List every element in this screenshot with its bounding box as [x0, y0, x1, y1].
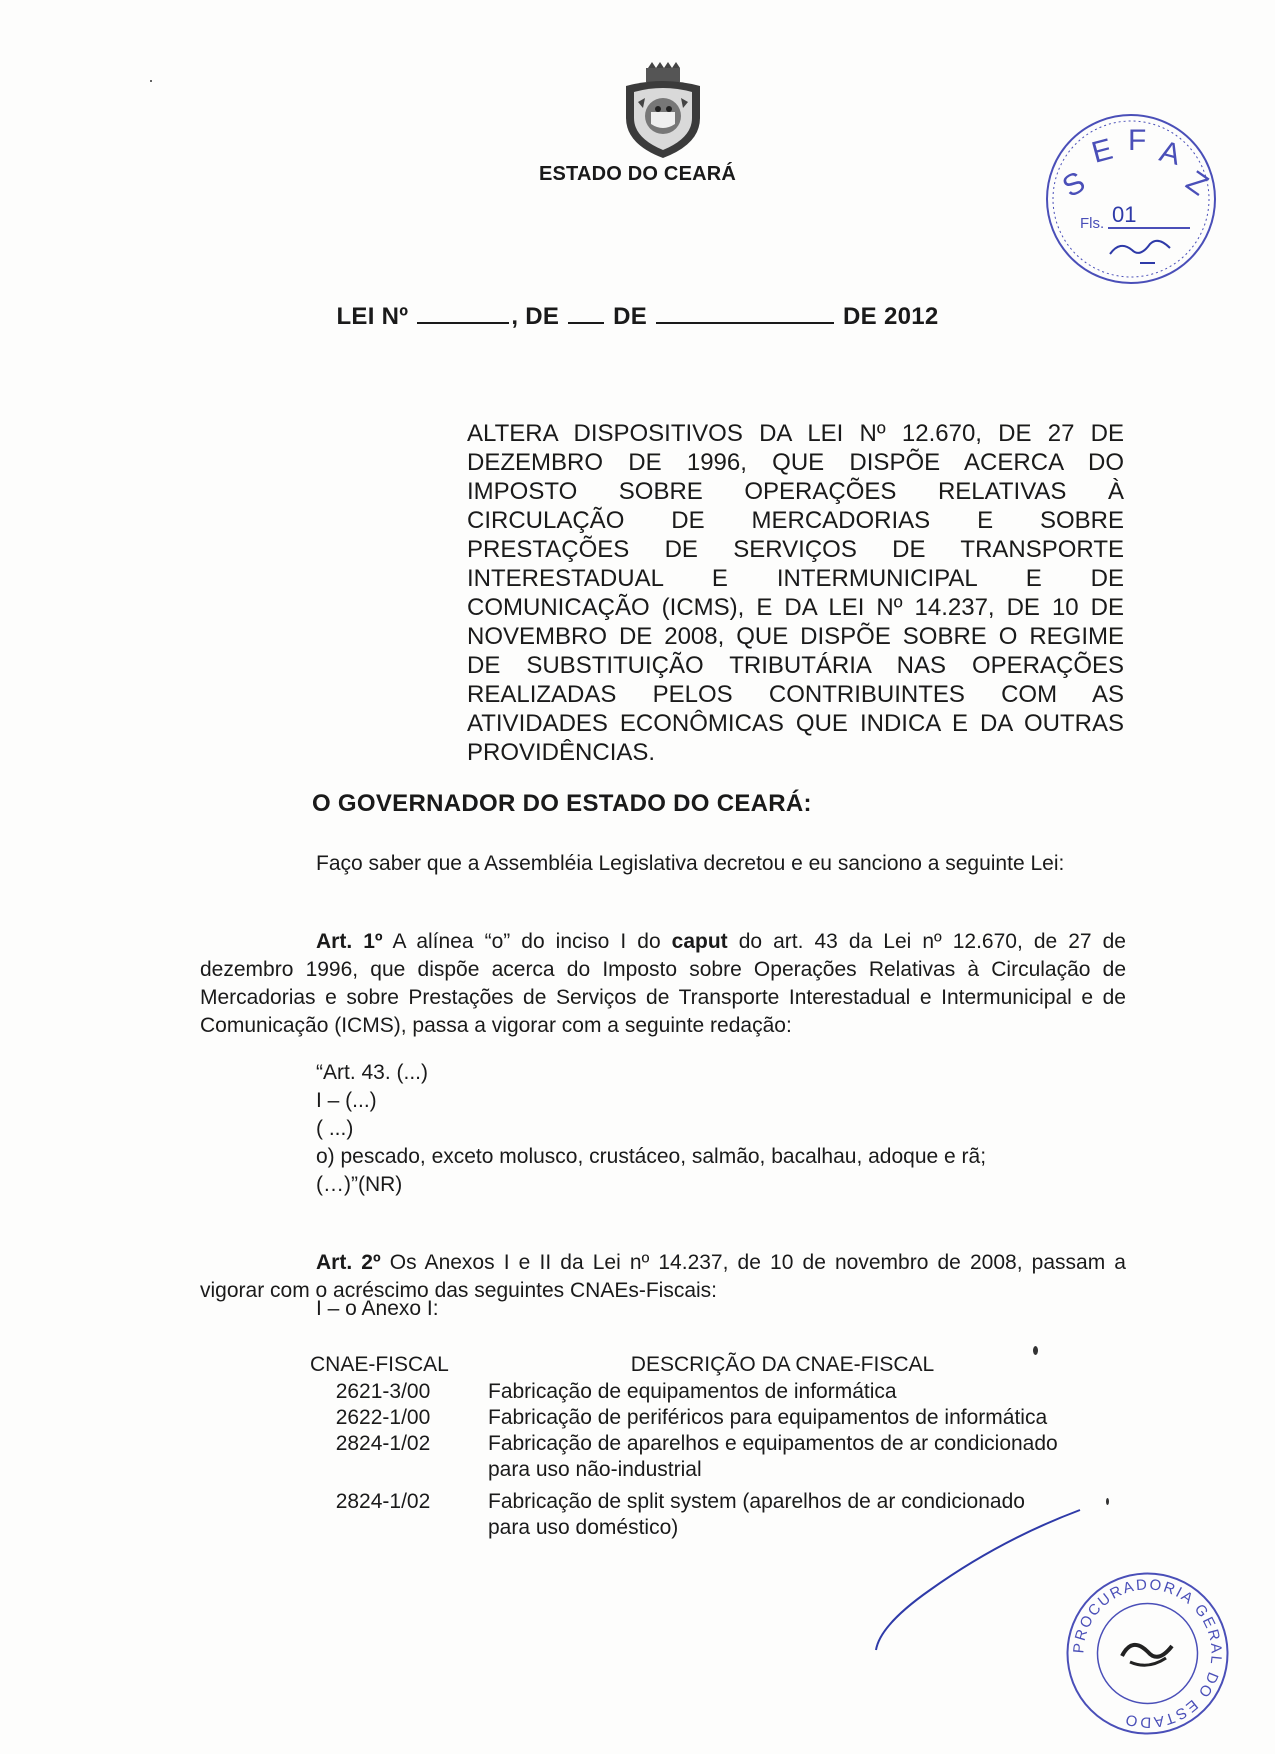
cnae-code: 2824-1/02	[335, 1432, 431, 1455]
svg-text:S: S	[1057, 165, 1091, 205]
quote-line: (…)”(NR)	[316, 1173, 403, 1196]
quote-line: “Art. 43. (...)	[316, 1061, 429, 1084]
cnae-description	[451, 1431, 1130, 1483]
law-month-blank	[656, 302, 834, 324]
law-title	[0, 302, 1275, 331]
law-title-sep2: DE	[613, 303, 648, 330]
svg-text:A: A	[1156, 134, 1185, 172]
cnae-description-line: Fabricação de split system (aparelhos de ar condicionado	[488, 1490, 1025, 1513]
scan-speck	[1033, 1346, 1038, 1355]
quote-line: I – (...)	[316, 1089, 377, 1112]
signature-stroke	[860, 1500, 1090, 1660]
cnae-description	[451, 1405, 1130, 1431]
cnae-code: 2824-1/02	[335, 1490, 431, 1513]
svg-text:F: F	[1128, 124, 1147, 157]
sefaz-fls-label: Fls.	[1080, 215, 1105, 232]
col-header-desc: DESCRIÇÃO DA CNAE-FISCAL	[630, 1353, 935, 1376]
article-2-label: Art. 2º	[316, 1251, 381, 1274]
law-title-suffix: DE 2012	[843, 303, 939, 330]
svg-text:Z: Z	[1179, 164, 1214, 203]
scan-speck	[1106, 1498, 1109, 1505]
ementa: ALTERA DISPOSITIVOS DA LEI Nº 12.670, DE 27 DE DEZEMBRO DE 1996, QUE DISPÕE ACERCA DO IMPOSTO SOBRE OPERAÇÕES RELATIVAS À CIRCULAÇÃO DE MERCADORIAS E SOBRE PRESTAÇÕES DE SERVIÇOS DE TRANSPORTE INTERESTADUAL E INTERMUNICIPAL E DE COMUNICAÇÃO (ICMS), E DA LEI Nº 14.237, DE 10 DE NOVEMBRO DE 2008, QUE DISPÕE SOBRE O REGIME DE SUBSTITUIÇÃO TRIBUTÁRIA NAS OPERAÇÕES REALIZADAS PELOS CONTRIBUINTES COM AS ATIVIDADES ECONÔMICAS QUE INDICA E DA OUTRAS PROVIDÊNCIAS.	[467, 420, 1124, 766]
article-1-text-b: do art. 43 da Lei nº 12.670, de 27 de dezembro 1996, que dispõe acerca do Imposto sobre Operações Relativas à Circulação de Mercadorias e sobre Prestações de Serviços de Transporte Interestadual e Intermunicipal e de Comunicação (ICMS), passa a vigorar com a seguinte redação:	[200, 930, 1126, 1037]
article-43-quote	[316, 1059, 986, 1199]
cnae-description	[451, 1379, 1130, 1405]
article-2-text: Os Anexos I e II da Lei nº 14.237, de 10 de novembro de 2008, passam a vigorar com o acréscimo das seguintes CNAEs-Fiscais:	[200, 1251, 1126, 1302]
table-row	[310, 1431, 1130, 1483]
table-row	[310, 1405, 1130, 1431]
table-row	[310, 1379, 1130, 1405]
sefaz-stamp	[1040, 108, 1222, 290]
law-title-sep1: , DE	[511, 303, 560, 330]
cnae-description-line: para uso não-industrial	[488, 1458, 702, 1481]
cnae-code: 2622-1/00	[335, 1406, 431, 1429]
article-1-text-a: A alínea “o” do inciso I do	[382, 930, 672, 953]
article-1	[200, 928, 1126, 1040]
article-1-label: Art. 1º	[316, 930, 383, 953]
scan-speck	[150, 80, 152, 82]
article-1-caput: caput	[671, 930, 728, 953]
ceara-coat-of-arms-icon	[618, 62, 708, 162]
cnae-table-header	[310, 1351, 1130, 1379]
law-title-prefix: LEI Nº	[336, 303, 409, 330]
quote-line: o) pescado, exceto molusco, crustáceo, salmão, bacalhau, adoque e rã;	[316, 1145, 987, 1168]
decree-sentence: Faço saber que a Assembléia Legislativa decretou e eu sanciono a seguinte Lei:	[316, 852, 1065, 875]
col-header-code: CNAE-FISCAL	[310, 1353, 449, 1376]
state-name: ESTADO DO CEARÁ	[538, 163, 737, 185]
procuradoria-stamp	[1060, 1566, 1235, 1741]
cnae-description-line: Fabricação de periféricos para equipamentos de informática	[488, 1406, 1048, 1429]
svg-text:E: E	[1088, 132, 1117, 170]
sefaz-fls-number: 01	[1112, 202, 1137, 227]
procuradoria-stamp-text: PROCURADORIA GERAL DO ESTADO	[1070, 1576, 1225, 1731]
cnae-description-line: para uso doméstico)	[488, 1516, 679, 1539]
cnae-description-line: Fabricação de equipamentos de informática	[488, 1380, 897, 1403]
governor-heading: O GOVERNADOR DO ESTADO DO CEARÁ:	[312, 790, 812, 817]
law-day-blank	[568, 302, 604, 324]
quote-line: ( ...)	[316, 1117, 354, 1140]
cnae-code: 2621-3/00	[335, 1380, 431, 1403]
law-number-blank	[417, 302, 509, 324]
annex-label: I – o Anexo I:	[316, 1297, 439, 1320]
cnae-description-line: Fabricação de aparelhos e equipamentos de ar condicionado	[488, 1432, 1058, 1455]
